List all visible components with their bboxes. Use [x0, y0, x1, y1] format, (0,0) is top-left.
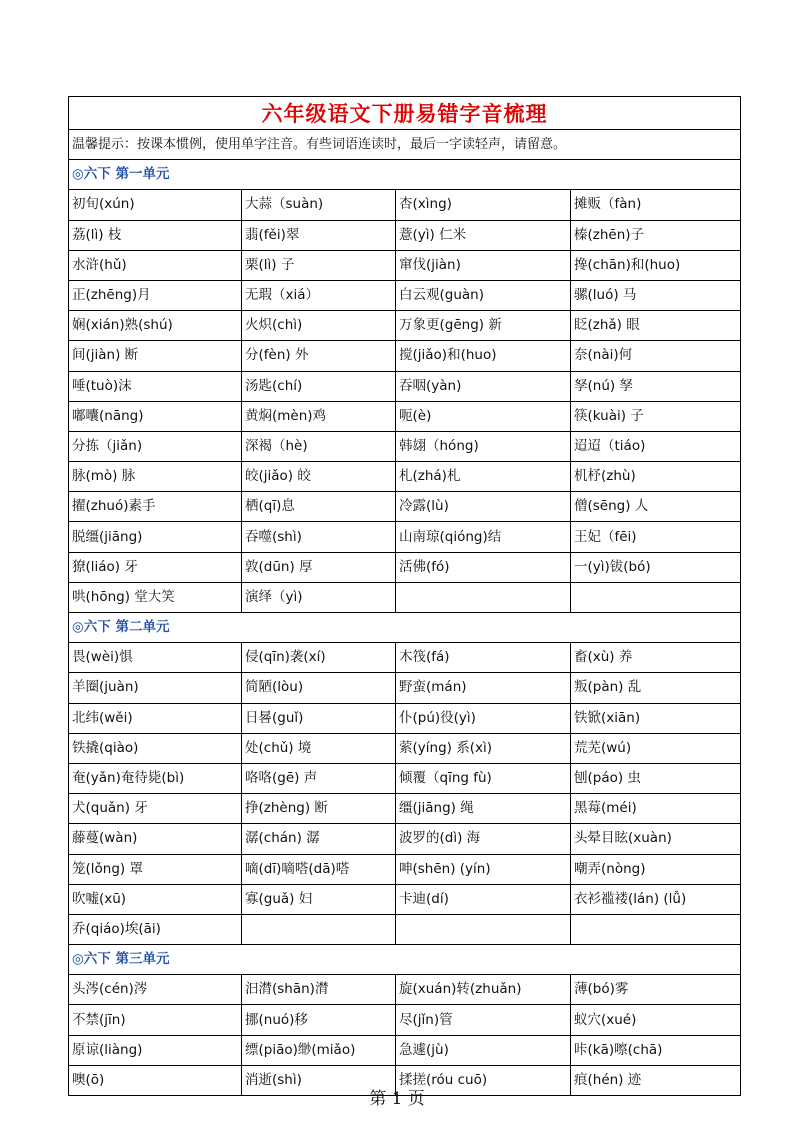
- word-cell: 皎(jiǎo) 皎: [242, 462, 396, 492]
- word-cell: 乔(qiáo)埃(āi): [69, 914, 242, 944]
- table-row: [69, 431, 741, 461]
- word-cell: 畏(wèi)惧: [69, 643, 242, 673]
- section-heading: ◎六下 第二单元: [69, 613, 741, 643]
- word-cell: 急遽(jù): [396, 1035, 571, 1065]
- word-cell: 獠(liáo) 牙: [69, 552, 242, 582]
- table-row: [69, 884, 741, 914]
- word-cell: 山南琼(qióng)结: [396, 522, 571, 552]
- word-cell: 搅(jiǎo)和(huo): [396, 341, 571, 371]
- word-cell: 荔(lì) 枝: [69, 220, 242, 250]
- table-row: [69, 250, 741, 280]
- section-heading-row: [69, 945, 741, 975]
- table-row: [69, 1005, 741, 1035]
- table-row: [69, 552, 741, 582]
- word-cell: 万象更(gēng) 新: [396, 311, 571, 341]
- word-cell: 火炽(chì): [242, 311, 396, 341]
- table-row: [69, 462, 741, 492]
- word-cell: 骡(luó) 马: [571, 280, 741, 310]
- word-cell: [571, 582, 741, 612]
- word-cell: 吹嘘(xū): [69, 884, 242, 914]
- word-cell: 演绎（yì): [242, 582, 396, 612]
- word-cell: 揉搓(róu cuō): [396, 1065, 571, 1095]
- word-cell: 杏(xìng): [396, 190, 571, 220]
- word-cell: 消逝(shì): [242, 1065, 396, 1095]
- table-row: [69, 341, 741, 371]
- word-cell: 栗(lì) 子: [242, 250, 396, 280]
- word-cell: 无瑕（xiá）: [242, 280, 396, 310]
- table-row: [69, 733, 741, 763]
- word-cell: 铁锨(xiān): [571, 703, 741, 733]
- word-cell: 汤匙(chí): [242, 371, 396, 401]
- word-cell: 翡(fěi)翠: [242, 220, 396, 250]
- word-cell: 刨(páo) 虫: [571, 763, 741, 793]
- table-row: [69, 643, 741, 673]
- section-heading-row: [69, 160, 741, 190]
- table-row: [69, 220, 741, 250]
- section-heading-row: [69, 613, 741, 643]
- word-cell: 衣衫褴褛(lán) (lǚ): [571, 884, 741, 914]
- word-cell: [396, 914, 571, 944]
- word-cell: 正(zhēng)月: [69, 280, 242, 310]
- word-cell: 呃(è): [396, 401, 571, 431]
- word-cell: 汩潸(shān)潸: [242, 975, 396, 1005]
- word-cell: 咯咯(gē) 声: [242, 763, 396, 793]
- word-cell: 缥(piāo)缈(miǎo): [242, 1035, 396, 1065]
- word-cell: 分(fèn) 外: [242, 341, 396, 371]
- word-cell: 擢(zhuó)素手: [69, 492, 242, 522]
- word-cell: 处(chǔ) 境: [242, 733, 396, 763]
- word-cell: 窜伐(jiàn): [396, 250, 571, 280]
- word-cell: 哄(hōng) 堂大笑: [69, 582, 242, 612]
- table-row: [69, 190, 741, 220]
- table-row: [69, 401, 741, 431]
- word-cell: 旋(xuán)转(zhuǎn): [396, 975, 571, 1005]
- word-cell: 眨(zhǎ) 眼: [571, 311, 741, 341]
- word-cell: 笼(lǒng) 罩: [69, 854, 242, 884]
- word-cell: 不禁(jīn): [69, 1005, 242, 1035]
- word-cell: 摊贩（fàn): [571, 190, 741, 220]
- word-cell: 分拣（jiǎn): [69, 431, 242, 461]
- word-cell: 畜(xù) 养: [571, 643, 741, 673]
- word-cell: 原谅(liàng): [69, 1035, 242, 1065]
- word-cell: 咔(kā)嚓(chā): [571, 1035, 741, 1065]
- pronunciation-table: [68, 96, 741, 1096]
- word-cell: 侵(qīn)袭(xí): [242, 643, 396, 673]
- table-row: [69, 854, 741, 884]
- table-row: [69, 794, 741, 824]
- table-row: [69, 703, 741, 733]
- tip-row: [69, 130, 741, 160]
- word-cell: 初旬(xún): [69, 190, 242, 220]
- word-cell: 简陋(lòu): [242, 673, 396, 703]
- word-cell: 头晕目眩(xuàn): [571, 824, 741, 854]
- word-cell: 羊圈(juàn): [69, 673, 242, 703]
- word-cell: 唾(tuò)沫: [69, 371, 242, 401]
- word-cell: 一(yì)钹(bó): [571, 552, 741, 582]
- word-cell: 尽(jǐn)管: [396, 1005, 571, 1035]
- word-cell: 日晷(guǐ): [242, 703, 396, 733]
- word-cell: 卡迪(dí): [396, 884, 571, 914]
- word-cell: 寡(guǎ) 妇: [242, 884, 396, 914]
- word-cell: 木筏(fá): [396, 643, 571, 673]
- word-cell: 奄(yǎn)奄待毙(bì): [69, 763, 242, 793]
- word-cell: 薄(bó)雾: [571, 975, 741, 1005]
- word-cell: 嘟囔(nāng): [69, 401, 242, 431]
- word-cell: 活佛(fó): [396, 552, 571, 582]
- word-cell: 野蛮(mán): [396, 673, 571, 703]
- word-cell: [396, 582, 571, 612]
- table-row: [69, 311, 741, 341]
- table-row: [69, 371, 741, 401]
- word-cell: 呻(shēn) (yín): [396, 854, 571, 884]
- title-row: [69, 97, 741, 130]
- word-cell: 铁撬(qiào): [69, 733, 242, 763]
- word-cell: 嘲弄(nòng): [571, 854, 741, 884]
- word-cell: 韩翃（hóng): [396, 431, 571, 461]
- word-cell: 筷(kuài) 子: [571, 401, 741, 431]
- word-cell: 黄焖(mèn)鸡: [242, 401, 396, 431]
- table-row: [69, 914, 741, 944]
- table-row: [69, 763, 741, 793]
- word-cell: [571, 914, 741, 944]
- word-cell: 薏(yì) 仁米: [396, 220, 571, 250]
- word-cell: 潺(chán) 潺: [242, 824, 396, 854]
- word-cell: 白云观(guàn): [396, 280, 571, 310]
- word-cell: 僧(sēng) 人: [571, 492, 741, 522]
- table-row: [69, 582, 741, 612]
- word-cell: 冷露(lù): [396, 492, 571, 522]
- tip-text: 温馨提示：按课本惯例，使用单字注音。有些词语连读时，最后一字读轻声，请留意。: [69, 130, 741, 160]
- table-row: [69, 280, 741, 310]
- word-cell: 黑莓(méi): [571, 794, 741, 824]
- word-cell: 栖(qī)息: [242, 492, 396, 522]
- table-row: [69, 1035, 741, 1065]
- word-cell: 札(zhá)札: [396, 462, 571, 492]
- word-cell: 深褐（hè): [242, 431, 396, 461]
- word-cell: 噢(ō): [69, 1065, 242, 1095]
- word-cell: 大蒜（suàn): [242, 190, 396, 220]
- section-heading: ◎六下 第一单元: [69, 160, 741, 190]
- word-cell: 脱缰(jiāng): [69, 522, 242, 552]
- table-row: [69, 975, 741, 1005]
- word-cell: 荒芜(wú): [571, 733, 741, 763]
- page-title: 六年级语文下册易错字音梳理: [69, 97, 741, 130]
- word-cell: 北纬(wěi): [69, 703, 242, 733]
- table-row: [69, 492, 741, 522]
- word-cell: 迢迢（tiáo): [571, 431, 741, 461]
- word-cell: [242, 914, 396, 944]
- table-row: [69, 522, 741, 552]
- section-heading: ◎六下 第三单元: [69, 945, 741, 975]
- word-cell: 痕(hén) 迹: [571, 1065, 741, 1095]
- word-cell: 王妃（fēi): [571, 522, 741, 552]
- word-cell: 脉(mò) 脉: [69, 462, 242, 492]
- word-cell: 榛(zhēn)子: [571, 220, 741, 250]
- word-cell: 搀(chān)和(huo): [571, 250, 741, 280]
- word-cell: 蚁穴(xué): [571, 1005, 741, 1035]
- word-cell: 波罗的(dì) 海: [396, 824, 571, 854]
- word-cell: 奈(nài)何: [571, 341, 741, 371]
- word-cell: 娴(xián)熟(shú): [69, 311, 242, 341]
- word-cell: 萦(yíng) 系(xì): [396, 733, 571, 763]
- word-cell: 藤蔓(wàn): [69, 824, 242, 854]
- table-row: [69, 673, 741, 703]
- word-cell: 仆(pú)役(yì): [396, 703, 571, 733]
- word-cell: 嘀(dī)嘀嗒(dā)嗒: [242, 854, 396, 884]
- page-number: 第 1 页: [369, 1089, 425, 1109]
- word-cell: 机杼(zhù): [571, 462, 741, 492]
- word-cell: 倾覆（qīng fù): [396, 763, 571, 793]
- word-cell: 敦(dūn) 厚: [242, 552, 396, 582]
- word-cell: 头涔(cén)涔: [69, 975, 242, 1005]
- word-cell: 犬(quǎn) 牙: [69, 794, 242, 824]
- word-cell: 水浒(hǔ): [69, 250, 242, 280]
- word-cell: 挪(nuó)移: [242, 1005, 396, 1035]
- word-cell: 叛(pàn) 乱: [571, 673, 741, 703]
- word-cell: 吞咽(yàn): [396, 371, 571, 401]
- word-cell: 缰(jiāng) 绳: [396, 794, 571, 824]
- word-cell: 间(jiàn) 断: [69, 341, 242, 371]
- table-row: [69, 824, 741, 854]
- word-cell: 挣(zhèng) 断: [242, 794, 396, 824]
- word-cell: 孥(nú) 孥: [571, 371, 741, 401]
- word-cell: 吞噬(shì): [242, 522, 396, 552]
